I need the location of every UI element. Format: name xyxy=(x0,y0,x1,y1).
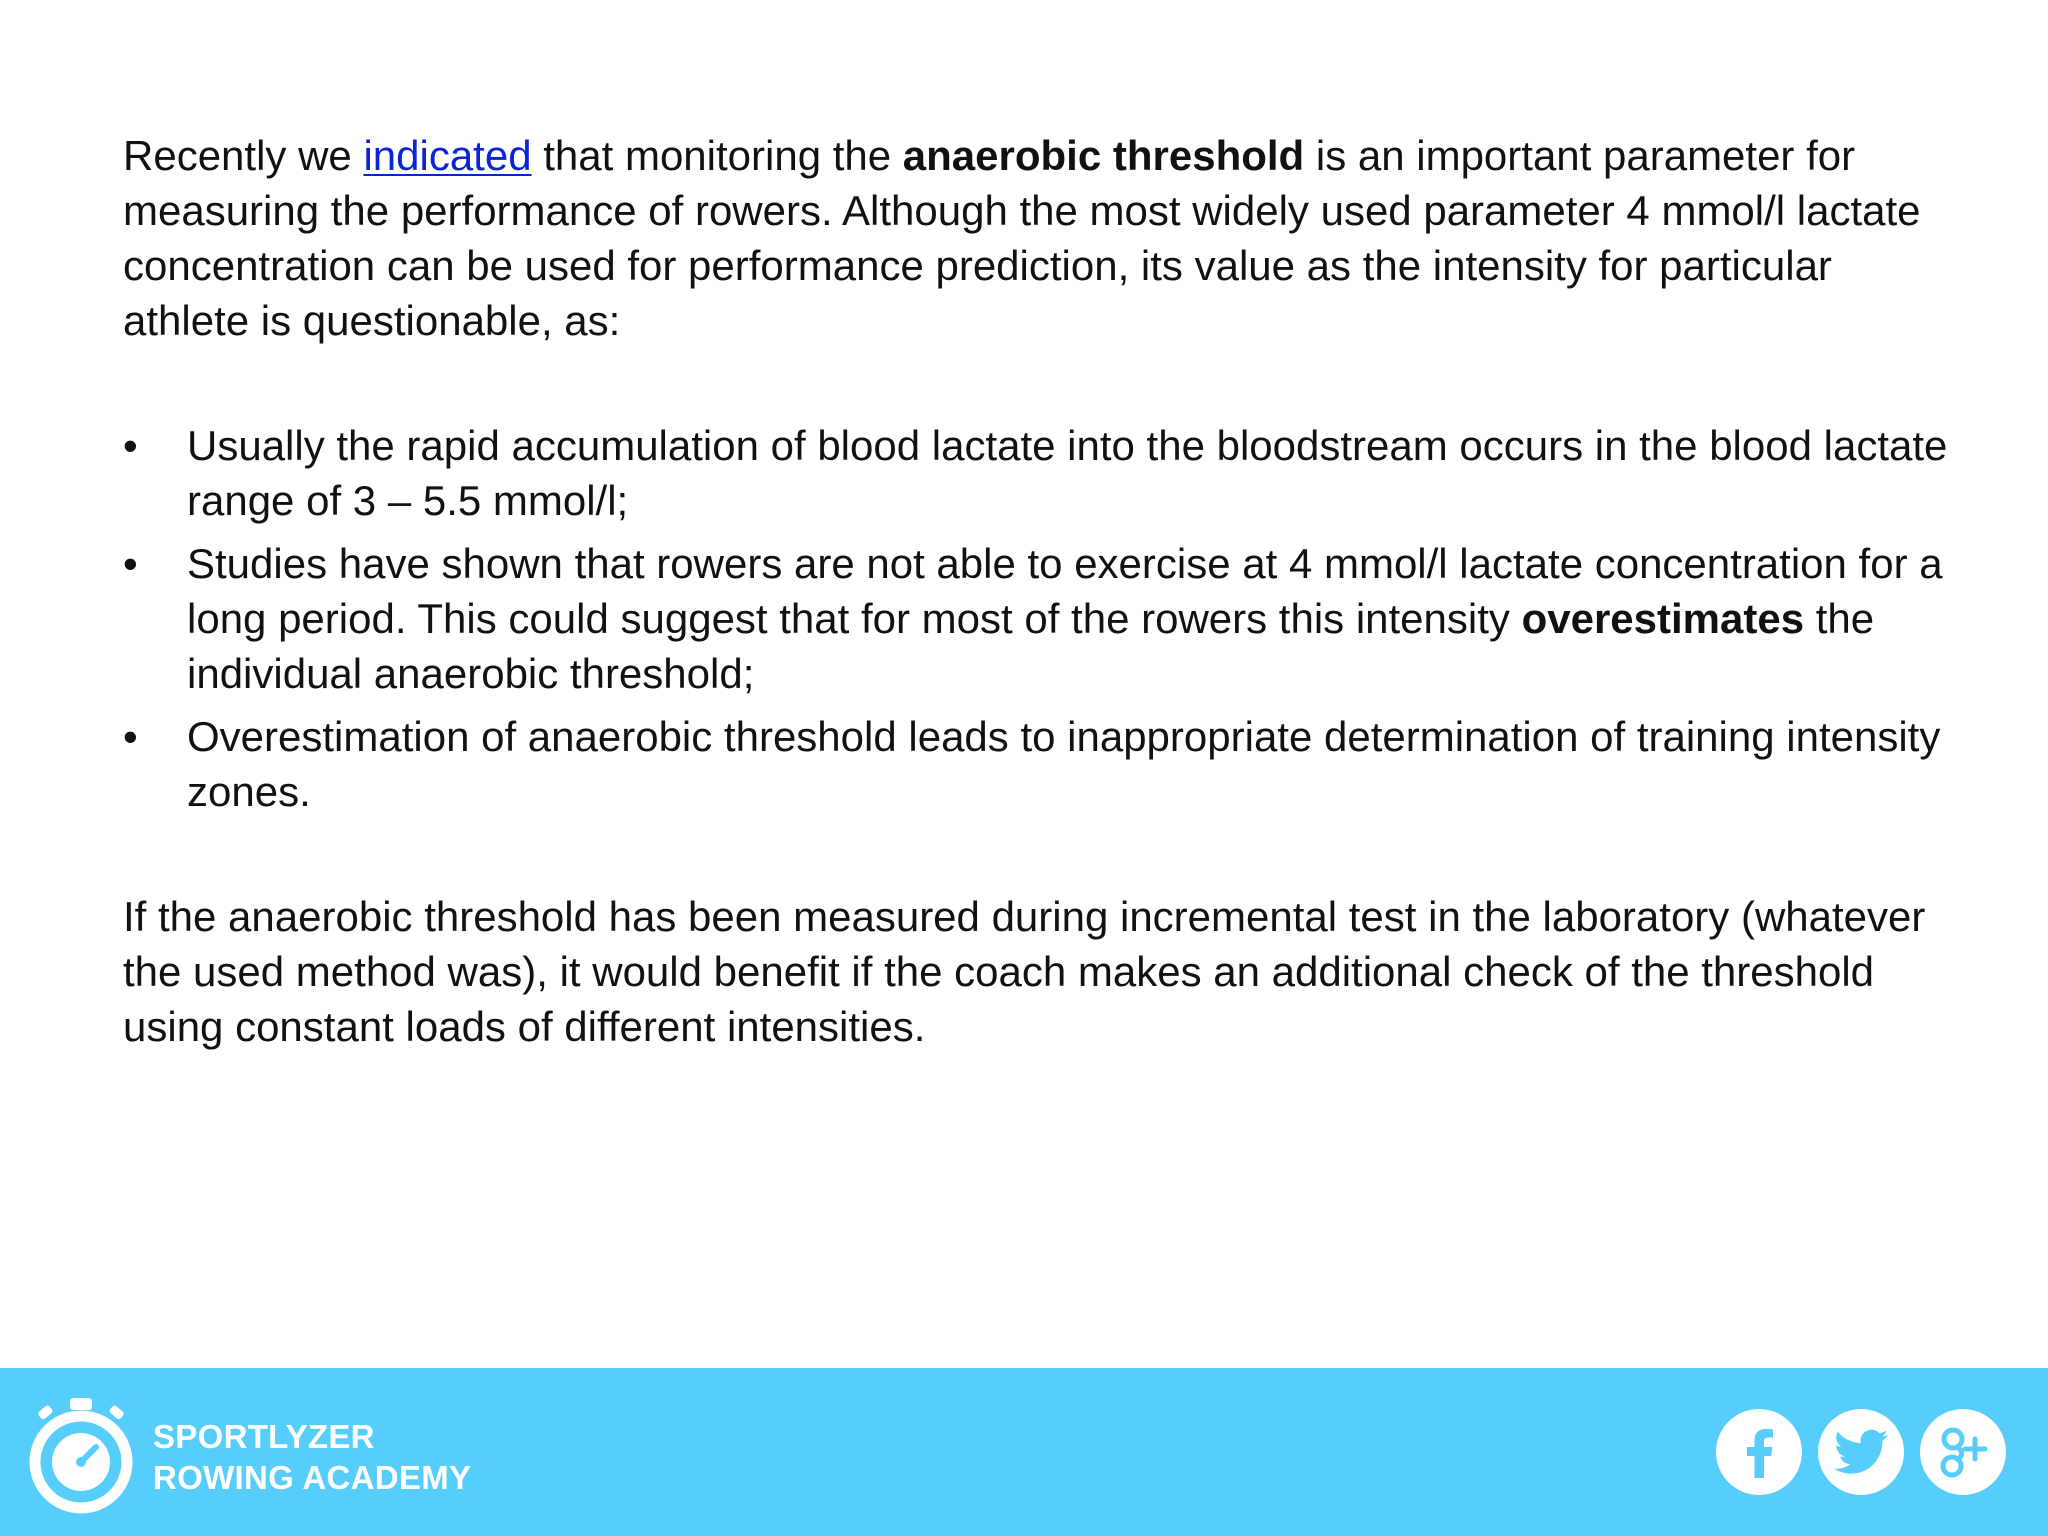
bullet-marker: • xyxy=(123,540,138,587)
facebook-icon xyxy=(1739,1426,1779,1478)
intro-text-3: is an important parameter for measuring the performance of rowers. Although the most widely used parameter 4 mmol/l lactate concentration can be used for performance prediction, its value as the intensity for particular athlete is questionable, as: xyxy=(123,132,1921,344)
bullet-text-1: Studies have shown that rowers are not able to exercise at 4 mmol/l lactate concentration for a long period. This could suggest that for most of the rowers this intensity xyxy=(187,540,1943,642)
intro-paragraph xyxy=(123,128,1953,348)
bullet-marker: • xyxy=(123,713,138,760)
brand-name xyxy=(153,1416,471,1498)
google-plus-icon xyxy=(1935,1424,1991,1480)
bullet-text: Overestimation of anaerobic threshold leads to inappropriate determination of training intensity zones. xyxy=(187,713,1941,815)
intro-text-1: Recently we xyxy=(123,132,364,179)
list-item xyxy=(123,418,1953,528)
bullet-text-2: the individual anaerobic threshold; xyxy=(187,595,1875,697)
bullet-text: Usually the rapid accumulation of blood lactate into the bloodstream occurs in the blood lactate range of 3 – 5.5 mmol/l; xyxy=(187,422,1948,524)
twitter-icon xyxy=(1834,1429,1888,1475)
bullet-list-wrapper xyxy=(123,418,1953,819)
bullet-bold-term: overestimates xyxy=(1521,595,1805,642)
indicated-link[interactable]: indicated xyxy=(363,132,532,179)
bullet-list xyxy=(123,418,1953,819)
twitter-button[interactable] xyxy=(1818,1409,1904,1495)
facebook-button[interactable] xyxy=(1716,1409,1802,1495)
brand-line-1: SPORTLYZER xyxy=(153,1418,375,1455)
intro-bold-term: anaerobic threshold xyxy=(902,132,1305,179)
bullet-marker: • xyxy=(123,422,138,469)
conclusion-paragraph: If the anaerobic threshold has been measured during incremental test in the laboratory (whatever the used method was), it would benefit if the coach makes an additional check of the threshold using constant loads of different intensities. xyxy=(123,893,1926,1050)
google-plus-button[interactable] xyxy=(1920,1409,2006,1495)
intro-text-2: that monitoring the xyxy=(531,132,903,179)
list-item xyxy=(123,536,1953,701)
brand-line-2: ROWING ACADEMY xyxy=(153,1459,472,1496)
list-item xyxy=(123,709,1953,819)
footer-bar xyxy=(0,1368,2048,1536)
stopwatch-icon[interactable] xyxy=(26,1396,136,1514)
